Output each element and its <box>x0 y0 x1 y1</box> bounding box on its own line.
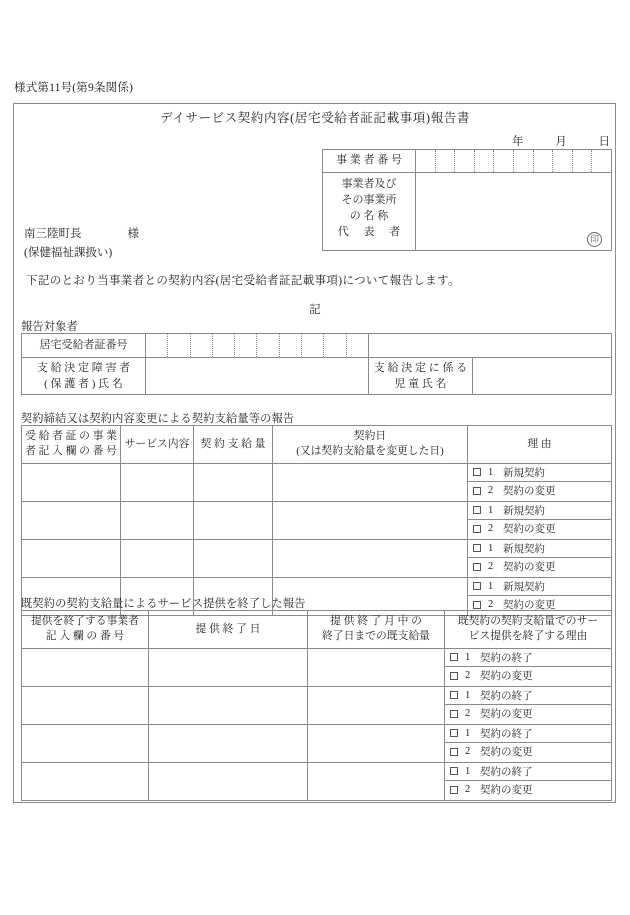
contract_amount-cell[interactable] <box>194 540 273 577</box>
table2-header-row <box>22 611 611 649</box>
table1-header-service-content: サービス内容 <box>121 426 194 463</box>
cert_number-cell[interactable] <box>22 464 121 501</box>
contract_amount-cell[interactable] <box>194 464 273 501</box>
operator-number-cells <box>416 150 611 172</box>
operator-number-label: 事 業 者 番 号 <box>323 150 416 172</box>
checkbox-icon[interactable] <box>473 525 481 533</box>
reason-option[interactable] <box>468 578 611 596</box>
reason-option-number: 1 <box>488 580 494 592</box>
reason-option-label: 新規契約 <box>503 543 545 555</box>
checkbox-icon[interactable] <box>450 653 458 661</box>
table2-header-operator-number-line1: 提供を終了する事業者 <box>31 615 139 627</box>
reason-option-label: 契約の変更 <box>503 600 556 612</box>
end_date-cell[interactable] <box>149 649 308 686</box>
table-row <box>22 540 611 578</box>
table1-header-cert-number-line1: 受 給 者 証 の 事 業 <box>25 430 117 442</box>
checkbox-icon[interactable] <box>473 544 481 552</box>
reason-option-label: 契約の終了 <box>480 690 533 702</box>
reason-option-number: 2 <box>488 485 494 497</box>
table2-header-operator-number-line2: 記 入 欄 の 番 号 <box>45 630 125 643</box>
paid_amount-cell[interactable] <box>308 687 445 724</box>
table1-header-cert-number <box>22 426 121 463</box>
reason-option-label: 契約の終了 <box>480 652 533 664</box>
reason-options <box>445 687 611 724</box>
reason-options <box>468 464 611 501</box>
checkbox-icon[interactable] <box>450 672 458 680</box>
reason-option-label: 新規契約 <box>503 581 545 593</box>
reason-option-number: 2 <box>465 784 471 796</box>
operator_number-cell[interactable] <box>22 763 149 800</box>
date-month-label: 月 <box>555 136 567 148</box>
table2-header-reason-line1: 既契約の契約支給量でのサー <box>457 615 599 627</box>
reason-options <box>468 540 611 577</box>
end_date-cell[interactable] <box>149 763 308 800</box>
addressee-name: 南三陸町長 <box>24 228 82 240</box>
reason-option[interactable] <box>468 520 611 538</box>
reason-option-number: 2 <box>488 599 494 611</box>
child-label <box>369 358 473 394</box>
table2-body <box>22 649 611 800</box>
reason-option[interactable] <box>445 687 611 705</box>
addressee-line2: (保健福祉課扱い) <box>24 246 113 259</box>
reason-option-label: 契約の変更 <box>503 486 556 498</box>
reason-options <box>468 502 611 539</box>
reason-option[interactable] <box>445 667 611 685</box>
reason-option-label: 新規契約 <box>503 505 545 517</box>
reason-option[interactable] <box>445 763 611 781</box>
checkbox-icon[interactable] <box>473 582 481 590</box>
reason-option-label: 新規契約 <box>503 467 545 479</box>
table-row <box>22 649 611 687</box>
operator-name-input[interactable] <box>416 173 611 250</box>
table1-header-contract-amount: 契 約 支 給 量 <box>194 426 273 463</box>
checkbox-icon[interactable] <box>473 468 481 476</box>
table-row <box>22 464 611 502</box>
checkbox-icon[interactable] <box>450 748 458 756</box>
operator-number-row <box>323 150 611 173</box>
reason-option[interactable] <box>445 705 611 723</box>
reason-option-label: 契約の終了 <box>480 766 533 778</box>
reason-option-number: 1 <box>488 504 494 516</box>
addressee-line1 <box>24 225 139 244</box>
table-row <box>22 763 611 800</box>
reason-option[interactable] <box>468 502 611 520</box>
termination-report-table <box>21 610 612 801</box>
representative-label: 代 表 者 <box>337 225 407 238</box>
reason-options <box>445 649 611 686</box>
reason-option-number: 2 <box>488 561 494 573</box>
table-row <box>22 502 611 540</box>
reason-option-label: 契約の変更 <box>480 709 533 721</box>
service_content-cell[interactable] <box>121 464 194 501</box>
table1-header-cert-number-line2: 者 記 入 欄 の 番 号 <box>25 445 117 458</box>
document-title: デイサービス契約内容(居宅受給者証記載事項)報告書 <box>160 111 470 125</box>
subject-table <box>21 333 612 395</box>
reason-option[interactable] <box>468 464 611 482</box>
form-number: 様式第11号(第9条関係) <box>14 82 134 94</box>
date-year-label: 年 <box>512 136 524 148</box>
beneficiary-name-input[interactable] <box>146 358 369 394</box>
cert-number-cells <box>146 334 368 357</box>
child-label-line1: 支 給 決 定 に 係 る <box>373 362 468 374</box>
reason-option-number: 1 <box>465 765 471 777</box>
paid_amount-cell[interactable] <box>308 763 445 800</box>
checkbox-icon[interactable] <box>450 710 458 718</box>
table-row <box>22 725 611 763</box>
reason-option-label: 契約の変更 <box>503 524 556 536</box>
reason-option-label: 契約の変更 <box>480 671 533 683</box>
reason-option[interactable] <box>468 482 611 500</box>
reason-option-label: 契約の変更 <box>480 785 533 797</box>
cert-number-row <box>22 334 611 358</box>
table1-header-reason: 理 由 <box>527 437 552 450</box>
checkbox-icon[interactable] <box>450 691 458 699</box>
table1-header-row <box>22 426 611 464</box>
child-label-line2: 児 童 氏 名 <box>394 377 447 390</box>
contract_date-cell[interactable] <box>273 464 468 501</box>
table1-header-contract-date <box>273 426 468 463</box>
checkbox-icon[interactable] <box>450 729 458 737</box>
table2-caption: 既契約の契約支給量によるサービス提供を終了した報告 <box>21 598 306 610</box>
contract-report-table <box>21 425 612 616</box>
paid_amount-cell[interactable] <box>308 649 445 686</box>
end_date-cell[interactable] <box>149 725 308 762</box>
reason-option-label: 契約の変更 <box>503 562 556 574</box>
reason-option[interactable] <box>445 743 611 761</box>
table2-header-paid-amount-line2: 終了日までの既支給量 <box>322 630 430 643</box>
operator-name-label-line2: その事業所 <box>341 193 397 206</box>
checkbox-icon[interactable] <box>450 786 458 794</box>
cert-number-input[interactable] <box>146 334 369 357</box>
contract_date-cell[interactable] <box>273 502 468 539</box>
beneficiary-row <box>22 358 611 394</box>
addressee-block <box>24 225 139 263</box>
seal-stamp-icon: 印 <box>587 232 602 247</box>
reason-option[interactable] <box>445 725 611 743</box>
addressee-honorific: 様 <box>127 228 139 240</box>
paid_amount-cell[interactable] <box>308 725 445 762</box>
cert-number-label: 居宅受給者証番号 <box>22 334 146 357</box>
operator-info-block <box>322 149 612 251</box>
reason-option-number: 2 <box>488 523 494 535</box>
ki-marker: 記 <box>309 304 321 316</box>
operator_number-cell[interactable] <box>22 687 149 724</box>
operator-name-label-line3: の 名 称 <box>349 209 389 222</box>
beneficiary-label <box>22 358 146 394</box>
operator_number-cell[interactable] <box>22 649 149 686</box>
beneficiary-label-line1: 支 給 決 定 障 害 者 <box>36 362 131 374</box>
reason-option-number: 1 <box>488 542 494 554</box>
service_content-cell[interactable] <box>121 540 194 577</box>
date-day-label: 日 <box>598 136 610 148</box>
date-line <box>512 133 610 149</box>
table2-header-paid-amount <box>308 611 445 648</box>
beneficiary-label-line2: ( 保 護 者 ) 氏 名 <box>44 377 123 390</box>
table1-caption: 契約締結又は契約内容変更による契約支給量等の報告 <box>21 413 295 425</box>
checkbox-icon[interactable] <box>473 601 481 609</box>
operator_number-cell[interactable] <box>22 725 149 762</box>
contract_amount-cell[interactable] <box>194 502 273 539</box>
table-row <box>22 687 611 725</box>
reason-option-number: 1 <box>465 651 471 663</box>
contract_date-cell[interactable] <box>273 540 468 577</box>
checkbox-icon[interactable] <box>473 487 481 495</box>
reason-option-number: 2 <box>465 708 471 720</box>
end_date-cell[interactable] <box>149 687 308 724</box>
reason-option[interactable] <box>468 540 611 558</box>
checkbox-icon[interactable] <box>473 506 481 514</box>
child-name-input[interactable] <box>473 358 611 394</box>
checkbox-icon[interactable] <box>450 767 458 775</box>
reason-option[interactable] <box>468 558 611 576</box>
reason-option-label: 契約の終了 <box>480 728 533 740</box>
subject-section-label: 報告対象者 <box>21 321 78 333</box>
operator-number-input[interactable] <box>416 150 611 172</box>
reason-option[interactable] <box>445 781 611 799</box>
reason-options <box>445 725 611 762</box>
table1-header-contract-date-line1: 契約日 <box>353 430 387 442</box>
cert_number-cell[interactable] <box>22 540 121 577</box>
cert_number-cell[interactable] <box>22 502 121 539</box>
intro-text: 下記のとおり当事業者との契約内容(居宅受給者証記載事項)について報告します。 <box>26 275 460 287</box>
operator-name-label <box>323 173 416 250</box>
operator-name-label-line1: 事業者及び <box>341 178 397 190</box>
table1-body <box>22 464 611 615</box>
reason-option-label: 契約の変更 <box>480 747 533 759</box>
reason-option-number: 1 <box>465 689 471 701</box>
reason-option-number: 1 <box>465 727 471 739</box>
reason-option-number: 1 <box>488 466 494 478</box>
checkbox-icon[interactable] <box>473 563 481 571</box>
cert-number-row-filler <box>369 334 611 357</box>
table2-header-reason <box>445 611 611 648</box>
reason-option[interactable] <box>445 649 611 667</box>
reason-options <box>445 763 611 800</box>
reason-option-number: 2 <box>465 746 471 758</box>
table2-header-reason-line2: ビス提供を終了する理由 <box>468 630 588 643</box>
service_content-cell[interactable] <box>121 502 194 539</box>
table2-header-paid-amount-line1: 提 供 終 了 月 中 の <box>330 615 422 627</box>
table2-header-operator-number <box>22 611 149 648</box>
operator-name-row <box>323 173 611 250</box>
reason-option-number: 2 <box>465 670 471 682</box>
table1-header-contract-date-line2: (又は契約支給量を変更した日) <box>296 445 444 458</box>
table2-header-end-date: 提 供 終 了 日 <box>149 611 308 648</box>
